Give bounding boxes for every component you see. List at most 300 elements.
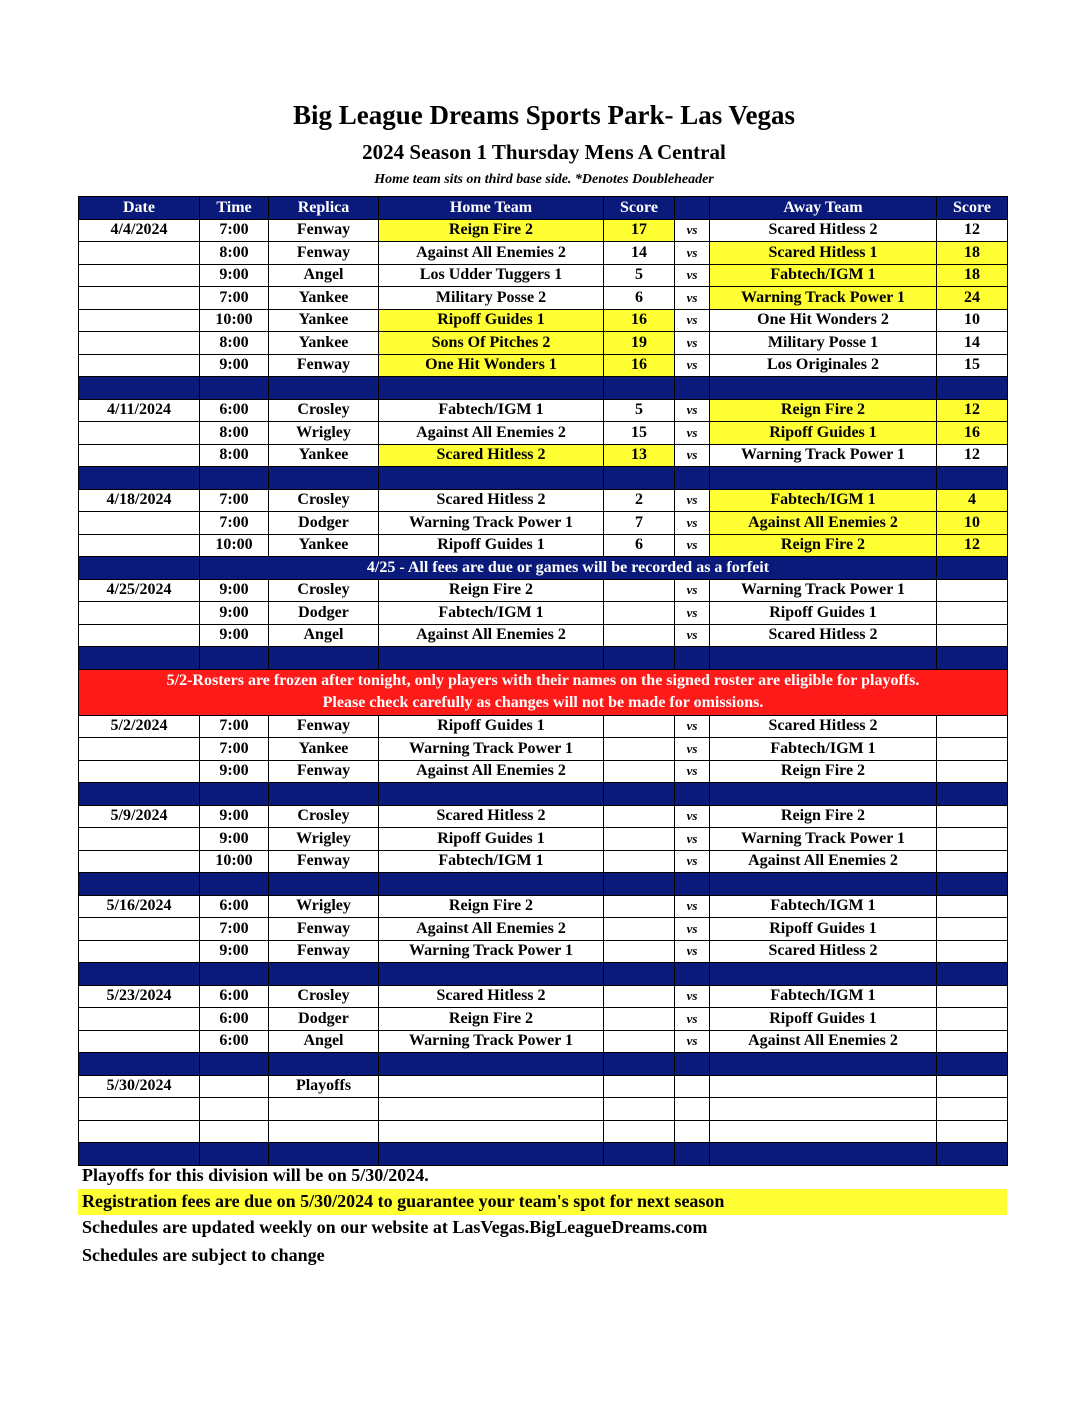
away-team: Fabtech/IGM 1 [710,738,937,761]
home-team: Reign Fire 2 [379,1008,604,1031]
spacer-cell [269,873,379,896]
spacer-cell [675,873,710,896]
away-score [937,985,1008,1008]
game-row [79,918,1008,941]
home-score [604,1075,675,1098]
home-team: Against All Enemies 2 [379,760,604,783]
vs-label: vs [675,895,710,918]
field-name: Yankee [269,287,379,310]
field-name: Fenway [269,715,379,738]
field-name: Fenway [269,940,379,963]
game-row [79,422,1008,445]
home-team: Against All Enemies 2 [379,918,604,941]
field-name: Crosley [269,399,379,422]
home-team: Scared Hitless 2 [379,805,604,828]
home-score: 13 [604,444,675,467]
game-date [79,534,200,557]
roster-alert-cell [79,669,1008,715]
away-score [937,940,1008,963]
field-name: Wrigley [269,422,379,445]
game-row [79,602,1008,625]
away-score: 16 [937,422,1008,445]
vs-label: vs [675,624,710,647]
home-team: Ripoff Guides 1 [379,534,604,557]
vs-label: vs [675,602,710,625]
vs-label: vs [675,444,710,467]
game-time: 7:00 [200,512,269,535]
vs-label: vs [675,579,710,602]
away-team: Ripoff Guides 1 [710,1008,937,1031]
away-score: 12 [937,444,1008,467]
game-row [79,738,1008,761]
vs-label: vs [675,534,710,557]
spacer-cell [937,873,1008,896]
field-name: Fenway [269,850,379,873]
game-row [79,332,1008,355]
away-team [710,1075,937,1098]
away-score [937,895,1008,918]
vs-label: vs [675,1008,710,1031]
spacer-cell [379,647,604,670]
away-score [937,828,1008,851]
field-name: Yankee [269,332,379,355]
game-row [79,624,1008,647]
game-time: 7:00 [200,738,269,761]
game-row [79,219,1008,242]
game-row [79,850,1008,873]
vs-label: vs [675,219,710,242]
home-team: Fabtech/IGM 1 [379,399,604,422]
game-date: 5/16/2024 [79,895,200,918]
fee-notice-blank [79,557,200,580]
game-row [79,715,1008,738]
spacer-cell [79,377,200,400]
field-name: Yankee [269,444,379,467]
spacer-cell [200,647,269,670]
away-team: Fabtech/IGM 1 [710,489,937,512]
away-team: Reign Fire 2 [710,534,937,557]
registration-note: Registration fees are due on 5/30/2024 to guarantee your team's spot for next season [78,1189,1007,1215]
away-score [937,1075,1008,1098]
field-name: Yankee [269,309,379,332]
vs-label [675,1120,710,1143]
game-time [200,1120,269,1143]
home-team: Scared Hitless 2 [379,985,604,1008]
game-date [79,444,200,467]
vs-label: vs [675,738,710,761]
field-name: Dodger [269,512,379,535]
spacer-cell [79,1053,200,1076]
vs-label [675,1075,710,1098]
vs-label [675,1098,710,1121]
spacer-cell [200,783,269,806]
away-score [937,1008,1008,1031]
away-team: Warning Track Power 1 [710,579,937,602]
spacer-cell [200,377,269,400]
game-row [79,1008,1008,1031]
spacer-cell [200,467,269,490]
field-name: Dodger [269,602,379,625]
vs-label: vs [675,715,710,738]
vs-label: vs [675,940,710,963]
home-team: Warning Track Power 1 [379,738,604,761]
home-team: Scared Hitless 2 [379,444,604,467]
vs-label: vs [675,512,710,535]
game-time [200,1075,269,1098]
away-team: Against All Enemies 2 [710,850,937,873]
game-time: 8:00 [200,242,269,265]
spacer-cell [604,377,675,400]
fee-notice-blank [937,557,1008,580]
game-row [79,242,1008,265]
spacer-cell [604,873,675,896]
field-name: Fenway [269,219,379,242]
game-time: 9:00 [200,579,269,602]
field-name: Fenway [269,354,379,377]
spacer-cell [710,963,937,986]
spacer-cell [379,1143,604,1166]
spacer-cell [675,647,710,670]
field-name [269,1098,379,1121]
spacer-cell [379,1053,604,1076]
field-name: Fenway [269,918,379,941]
game-time: 7:00 [200,918,269,941]
home-score: 6 [604,534,675,557]
game-date [79,242,200,265]
playoffs-note: Playoffs for this division will be on 5/30/2024. [82,1165,429,1185]
home-score [604,1008,675,1031]
away-team: Fabtech/IGM 1 [710,985,937,1008]
home-team: Warning Track Power 1 [379,940,604,963]
game-date [79,940,200,963]
away-team: Fabtech/IGM 1 [710,264,937,287]
field-name: Dodger [269,1008,379,1031]
change-note: Schedules are subject to change [82,1245,325,1265]
game-time: 9:00 [200,624,269,647]
spacer-cell [379,783,604,806]
roster-alert-line1: 5/2-Rosters are frozen after tonight, only players with their names on the signed roster are eligible for playoffs. [166,672,920,689]
home-team: Warning Track Power 1 [379,1030,604,1053]
home-score: 5 [604,264,675,287]
game-row [79,985,1008,1008]
home-score [604,738,675,761]
game-row [79,399,1008,422]
spacer-cell [379,467,604,490]
season-subtitle: 2024 Season 1 Thursday Mens A Central [362,140,726,164]
game-date [79,309,200,332]
spacer-row [79,467,1008,490]
home-team-note: Home team sits on third base side. *Denotes Doubleheader [374,172,714,187]
game-time [200,1098,269,1121]
away-score: 18 [937,242,1008,265]
home-score [604,805,675,828]
table-header-row [79,197,1008,220]
game-date [79,264,200,287]
field-name: Wrigley [269,895,379,918]
spacer-cell [604,1053,675,1076]
spacer-cell [379,377,604,400]
game-date [79,828,200,851]
home-team [379,1098,604,1121]
spacer-row [79,783,1008,806]
game-time: 8:00 [200,332,269,355]
spacer-cell [604,647,675,670]
away-team: Scared Hitless 1 [710,242,937,265]
home-team: Ripoff Guides 1 [379,715,604,738]
game-date [79,918,200,941]
game-date [79,760,200,783]
game-row [79,489,1008,512]
away-team: Scared Hitless 2 [710,219,937,242]
away-score [937,1030,1008,1053]
spacer-row [79,647,1008,670]
game-row [79,444,1008,467]
home-score [604,579,675,602]
away-score [937,738,1008,761]
away-team: Reign Fire 2 [710,399,937,422]
game-time: 10:00 [200,534,269,557]
away-score [937,850,1008,873]
field-name: Fenway [269,760,379,783]
game-date [79,1008,200,1031]
home-score: 19 [604,332,675,355]
field-name: Angel [269,264,379,287]
spacer-cell [379,873,604,896]
game-time: 9:00 [200,828,269,851]
spacer-cell [937,1143,1008,1166]
spacer-cell [269,1143,379,1166]
home-score [604,715,675,738]
spacer-cell [200,1143,269,1166]
home-team: Warning Track Power 1 [379,512,604,535]
spacer-row [79,873,1008,896]
home-team: Reign Fire 2 [379,579,604,602]
home-team: Reign Fire 2 [379,895,604,918]
game-date: 4/11/2024 [79,399,200,422]
schedule-table [78,196,1008,1166]
vs-label: vs [675,1030,710,1053]
away-team [710,1098,937,1121]
home-team: Military Posse 2 [379,287,604,310]
home-team: Against All Enemies 2 [379,422,604,445]
game-time: 7:00 [200,287,269,310]
vs-label: vs [675,985,710,1008]
game-date [79,850,200,873]
away-team: Reign Fire 2 [710,760,937,783]
home-score: 16 [604,309,675,332]
home-score: 14 [604,242,675,265]
vs-label: vs [675,489,710,512]
away-team: Reign Fire 2 [710,805,937,828]
header-date: Date [79,197,200,220]
game-date [79,738,200,761]
home-team: Reign Fire 2 [379,219,604,242]
home-score [604,1120,675,1143]
game-row [79,579,1008,602]
spacer-cell [710,377,937,400]
field-name: Crosley [269,579,379,602]
game-date: 5/23/2024 [79,985,200,1008]
away-team: Ripoff Guides 1 [710,422,937,445]
away-team: One Hit Wonders 2 [710,309,937,332]
home-score: 6 [604,287,675,310]
vs-label: vs [675,805,710,828]
home-score [604,602,675,625]
spacer-cell [79,963,200,986]
game-time: 10:00 [200,850,269,873]
vs-label: vs [675,332,710,355]
fee-notice-row [79,557,1008,580]
away-score [937,602,1008,625]
game-time: 9:00 [200,354,269,377]
away-score: 10 [937,309,1008,332]
home-team: Ripoff Guides 1 [379,828,604,851]
game-time: 9:00 [200,602,269,625]
away-team: Ripoff Guides 1 [710,602,937,625]
game-date [79,1098,200,1121]
home-score [604,1030,675,1053]
away-score: 14 [937,332,1008,355]
away-score [937,760,1008,783]
game-row [79,1098,1008,1121]
spacer-cell [937,647,1008,670]
home-score [604,918,675,941]
away-score: 12 [937,534,1008,557]
game-row [79,1120,1008,1143]
game-date [79,602,200,625]
game-row [79,287,1008,310]
game-time: 6:00 [200,399,269,422]
spacer-cell [675,783,710,806]
spacer-cell [937,467,1008,490]
spacer-cell [79,647,200,670]
spacer-cell [379,963,604,986]
spacer-cell [269,377,379,400]
home-score [604,828,675,851]
away-team: Scared Hitless 2 [710,715,937,738]
vs-label: vs [675,309,710,332]
spacer-row [79,963,1008,986]
game-time: 6:00 [200,1030,269,1053]
field-name: Crosley [269,985,379,1008]
game-row [79,895,1008,918]
spacer-cell [604,467,675,490]
spacer-cell [604,783,675,806]
game-time: 9:00 [200,805,269,828]
game-time: 10:00 [200,309,269,332]
page-title: Big League Dreams Sports Park- Las Vegas [292,100,796,130]
spacer-row [79,1143,1008,1166]
game-date [79,422,200,445]
away-team: Ripoff Guides 1 [710,918,937,941]
spacer-row [79,377,1008,400]
header-away-team: Away Team [710,197,937,220]
away-team: Scared Hitless 2 [710,940,937,963]
game-row [79,534,1008,557]
game-date: 5/30/2024 [79,1075,200,1098]
header-away-score: Score [937,197,1008,220]
game-row [79,828,1008,851]
away-team: Warning Track Power 1 [710,444,937,467]
website-note: Schedules are updated weekly on our website at LasVegas.BigLeagueDreams.com [82,1217,708,1237]
away-team: Scared Hitless 2 [710,624,937,647]
home-team: Sons Of Pitches 2 [379,332,604,355]
header-home-team: Home Team [379,197,604,220]
header-vs [675,197,710,220]
home-team [379,1120,604,1143]
vs-label: vs [675,264,710,287]
game-row [79,1030,1008,1053]
vs-label: vs [675,422,710,445]
spacer-cell [710,1143,937,1166]
away-team: Los Originales 2 [710,354,937,377]
game-time: 9:00 [200,760,269,783]
home-score: 7 [604,512,675,535]
away-score: 15 [937,354,1008,377]
spacer-cell [710,467,937,490]
spacer-cell [937,1053,1008,1076]
home-team: Ripoff Guides 1 [379,309,604,332]
vs-label: vs [675,828,710,851]
home-score [604,760,675,783]
field-name: Angel [269,1030,379,1053]
spacer-cell [79,783,200,806]
header-home-score: Score [604,197,675,220]
spacer-cell [710,873,937,896]
spacer-cell [269,647,379,670]
vs-label: vs [675,242,710,265]
spacer-cell [937,783,1008,806]
spacer-cell [269,1053,379,1076]
away-team: Against All Enemies 2 [710,1030,937,1053]
away-score: 12 [937,399,1008,422]
away-team: Against All Enemies 2 [710,512,937,535]
game-date [79,1030,200,1053]
field-name [269,1120,379,1143]
game-row [79,354,1008,377]
game-time: 6:00 [200,985,269,1008]
away-score [937,805,1008,828]
game-time: 9:00 [200,940,269,963]
home-score [604,985,675,1008]
home-team: Against All Enemies 2 [379,242,604,265]
spacer-cell [675,467,710,490]
away-score [937,624,1008,647]
field-name: Crosley [269,805,379,828]
vs-label: vs [675,354,710,377]
game-date: 5/9/2024 [79,805,200,828]
away-score: 4 [937,489,1008,512]
home-team: Fabtech/IGM 1 [379,602,604,625]
home-team: Scared Hitless 2 [379,489,604,512]
spacer-cell [937,963,1008,986]
home-score: 17 [604,219,675,242]
home-score: 16 [604,354,675,377]
spacer-cell [675,1053,710,1076]
field-name: Wrigley [269,828,379,851]
game-date [79,332,200,355]
game-time: 8:00 [200,422,269,445]
game-time: 6:00 [200,1008,269,1031]
game-time: 6:00 [200,895,269,918]
game-row [79,264,1008,287]
spacer-cell [604,963,675,986]
field-name: Angel [269,624,379,647]
spacer-row [79,1053,1008,1076]
game-date: 4/18/2024 [79,489,200,512]
home-score [604,940,675,963]
spacer-cell [269,467,379,490]
